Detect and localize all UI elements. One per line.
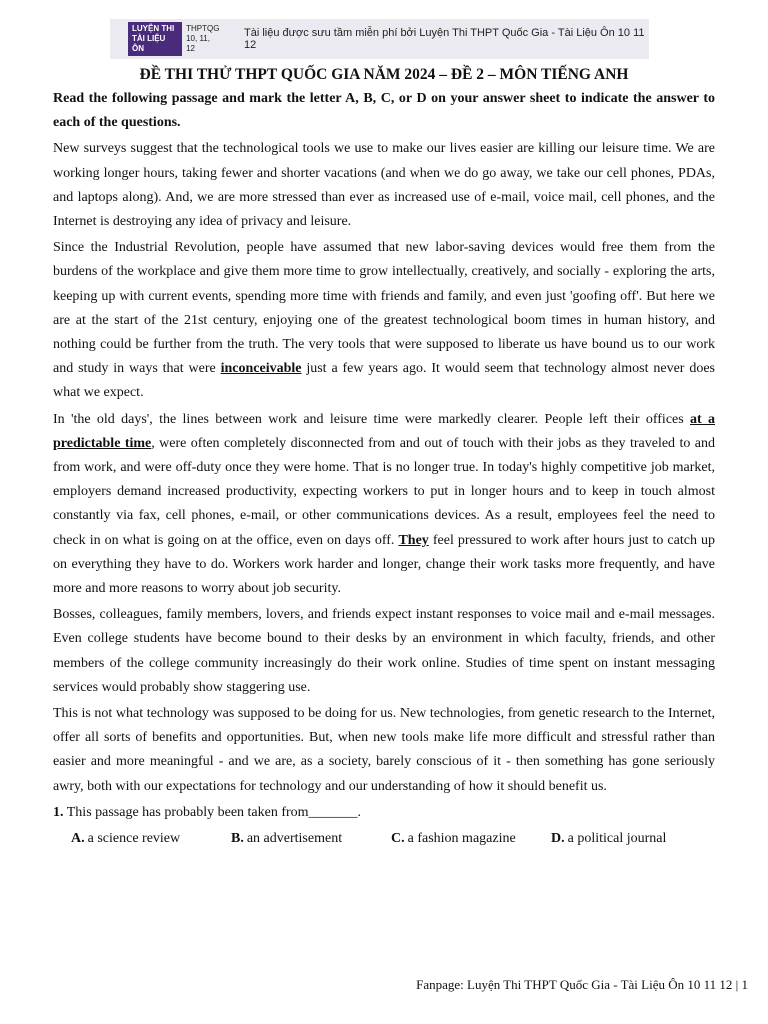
- option-letter: A.: [71, 831, 85, 847]
- logo-left-block: [128, 22, 182, 56]
- option-a[interactable]: [71, 827, 231, 851]
- underlined-word-they: They: [398, 532, 429, 548]
- question-1: [53, 801, 715, 825]
- document-body: [53, 87, 715, 851]
- underlined-word-inconceivable: inconceivable: [220, 361, 302, 377]
- logo-text-3: THPTQG: [186, 24, 220, 33]
- logo-text-4: 10, 11, 12: [186, 34, 210, 53]
- option-text: a political journal: [567, 831, 667, 847]
- option-text: a science review: [87, 831, 181, 847]
- option-d[interactable]: [551, 827, 666, 851]
- option-text: a fashion magazine: [407, 831, 516, 847]
- passage-paragraph-2: [53, 236, 715, 405]
- page-title: ĐỀ THI THỬ THPT QUỐC GIA NĂM 2024 – ĐỀ 2 – MÔN TIẾNG ANH: [139, 66, 629, 83]
- question-text: This passage has probably been taken from_______.: [63, 804, 362, 820]
- instruction: Read the following passage and mark the letter A, B, C, or D on your answer sheet to indicate the answer to each of the questions.: [53, 91, 715, 131]
- logo-text-2: TÀI LIỆU ÔN: [132, 34, 166, 53]
- passage-paragraph-5: This is not what technology was supposed to be doing for us. New technologies, from genetic research to the Internet, offer all sorts of benefits and opportunities. But, when new tools make life more difficult and stressful rather than easier and more meaningful - and we are, as a society, barely conscious of it - then something has gone seriously awry, both with our expectations for technology and our understanding of how it should benefit us.: [53, 706, 715, 794]
- header-banner: [110, 19, 649, 59]
- p3-text-b: , were often completely disconnected from and out of touch with their jobs as they traveled to and from work, and were off-duty once they were home. That is no longer true. In today's highly competitive job market, employers demand increased productivity, expecting workers to put in longer hours and to keep in touch almost constantly via fax, cell phones, e-mail, or other communications devices. As a result, employees feel the need to check in on what is going on at the office, even on days off.: [53, 435, 715, 548]
- option-letter: C.: [391, 831, 405, 847]
- p3-text-a: In 'the old days', the lines between work and leisure time were markedly clearer. People left their offices: [53, 411, 691, 427]
- page-footer: Fanpage: Luyện Thi THPT Quốc Gia - Tài Liệu Ôn 10 11 12 | 1: [416, 977, 748, 992]
- banner-text: Tài liệu được sưu tầm miễn phí bởi Luyện Thi THPT Quốc Gia - Tài Liệu Ôn 10 11 12: [244, 27, 645, 51]
- p2-text-a: Since the Industrial Revolution, people have assumed that new labor-saving devices would free them from the burdens of the workplace and give them more time to grow intellectually, creatively, and socially - exploring the arts, keeping up with current events, spending more time with friends and family, and even just 'goofing off'. But here we are at the start of the 21st century, enjoying one of the greatest technological boom times in human history, and nothing could be further from the truth. The very tools that were supposed to liberate us have bound us to our work and study in ways that were: [53, 240, 715, 377]
- logo-right-block: [182, 22, 224, 56]
- passage-paragraph-3: [53, 408, 715, 602]
- passage-paragraph-4: Bosses, colleagues, family members, lovers, and friends expect instant responses to voice mail and e-mail messages. Even college students have become bound to their desks by an environment in which faculty, friends, and other members of the college community increasingly do their work online. Studies of time spent on instant messaging services would probably show staggering use.: [53, 607, 715, 695]
- option-letter: B.: [231, 831, 244, 847]
- p2-text-b: just a few years ago. It would seem that technology almost never does what we expect.: [53, 361, 715, 401]
- option-text: an advertisement: [246, 831, 343, 847]
- underlined-phrase-predictable-time: at a predictable time: [53, 411, 715, 451]
- option-b[interactable]: [231, 827, 391, 851]
- logo-text-1: LUYỆN THI: [132, 24, 175, 33]
- site-logo: [128, 25, 224, 53]
- question-number: 1.: [53, 804, 64, 820]
- p3-text-c: feel pressured to work after hours just to catch up on everything they have to do. Workers work harder and longer, change their work tasks more frequently, and have more and more reasons to worry about job security.: [53, 532, 715, 597]
- option-letter: D.: [551, 831, 565, 847]
- answer-options: [53, 827, 715, 851]
- option-c[interactable]: [391, 827, 551, 851]
- passage-paragraph-1: New surveys suggest that the technological tools we use to make our lives easier are killing our leisure time. We are working longer hours, taking fewer and shorter vacations (and when we do go away, we take our cell phones, PDAs, and laptops along). And, we are more stressed than ever as increased use of e-mail, voice mail, cell phones, and the Internet is destroying any idea of privacy and leisure.: [53, 141, 715, 230]
